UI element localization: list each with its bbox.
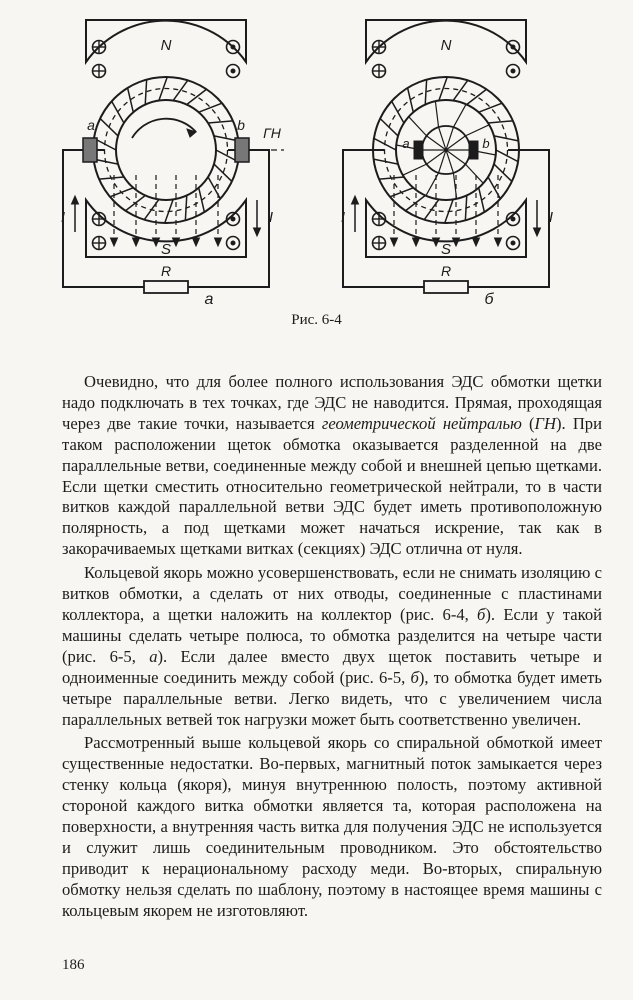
winding-center-line (105, 89, 228, 212)
dot (231, 217, 235, 221)
flux-arrow (111, 238, 118, 246)
winding-turn (125, 195, 145, 210)
commutator-lead (435, 101, 438, 127)
dot (511, 241, 515, 245)
brush-a (414, 141, 423, 159)
winding-turn (99, 177, 124, 179)
winding-turn (199, 103, 222, 112)
brush-a (83, 138, 97, 162)
italic-term: б (410, 667, 419, 687)
winding-turn (392, 101, 404, 123)
italic-term: геометрической нейтралью (321, 413, 522, 433)
current-arrowhead-left (352, 196, 359, 204)
current-label-right: I (268, 209, 274, 226)
winding-turn (144, 199, 159, 219)
flux-arrow (133, 238, 140, 246)
text-run: ), то обмотка будет иметь четыре параллельные ветви. Легко видеть, что с увеличением числа параллельных ветвей ток нагрузки может быть соответственно увеличен. (62, 667, 602, 729)
resistor-label: R (160, 263, 172, 279)
flux-arrow (413, 238, 420, 246)
flux-arrow (495, 238, 502, 246)
winding-turn (380, 119, 398, 136)
dot (511, 45, 515, 49)
commutator-lead (409, 117, 427, 136)
italic-term: б (477, 604, 486, 624)
brush-a-label: a (402, 136, 410, 151)
winding-turn (173, 80, 188, 100)
flux-arrow (473, 238, 480, 246)
south-pole-label: S (160, 241, 172, 258)
subfigure-label: б (484, 291, 494, 308)
winding-turn (379, 177, 404, 179)
current-arrowhead-right (534, 228, 541, 236)
winding-turn (424, 199, 439, 219)
current-arrowhead-right (254, 228, 261, 236)
text-run: ( (521, 413, 535, 433)
flux-arrow (391, 238, 398, 246)
resistor (144, 281, 188, 293)
winding-turn (187, 89, 207, 104)
text-run: Рассмотренный выше кольцевой якорь со спиральной обмоткой имеет существенные недостатки. Во-первых, магнитный поток замыкается через стенку кольца (якоря), минуя внутреннюю полость, поэтому активной стороной каждого витка обмотки является та, которая расположена на поверхности, а внутренняя часть витка для получения ЭДС не используется и служит лишь соединительным проводником. Это обстоятельство приводит к нерациональному расходу меди. Во-вторых, спиральную обмотку нельзя сделать по шаблону, поэтому в настоящее время машины с кольцевым якорем не изготовляют. (62, 733, 602, 920)
dot (511, 69, 515, 73)
text-run: Кольцевой якорь можно усовершенствовать, если не снимать изоляцию с витков обмотки, а сделать от них отводы, соединенные с пластинами коллектора, а щетки наложить на коллектор (рис. 6-4, (62, 563, 602, 624)
winding-turn (453, 80, 468, 100)
dot (231, 45, 235, 49)
page-number: 186 (62, 957, 85, 973)
winding-turn (465, 195, 466, 220)
brush-b-label: b (237, 117, 245, 133)
current-label-left: I (340, 209, 346, 226)
resistor-label: R (440, 263, 452, 279)
commutator-lead (453, 104, 466, 127)
winding-turn (408, 88, 414, 112)
winding-turn (100, 119, 118, 136)
winding-turn (488, 121, 513, 123)
winding-turn (494, 164, 512, 181)
winding-turn (199, 188, 205, 212)
text-run: Очевидно, что для более полного использования ЭДС обмотки щетки надо подключать в тех точках, где ЭДС не наводится. Прямая, проходящая через две такие точки, называется (62, 372, 602, 433)
italic-term: а (149, 646, 158, 666)
brush-b-label: b (482, 136, 490, 151)
paragraph (62, 733, 602, 921)
current-label-right: I (548, 209, 554, 226)
paragraph (62, 372, 602, 560)
winding-turn (208, 121, 233, 123)
dot (231, 69, 235, 73)
dot (511, 217, 515, 221)
commutator-lead (403, 164, 427, 175)
winding-turn (145, 80, 146, 105)
current-arrowhead-left (72, 196, 79, 204)
figure-6-4 (0, 0, 633, 320)
text-run: ). Если далее вместо двух щеток поставить четыре и одноименные соединить между собой (рис. 6-5, (62, 646, 602, 687)
winding-turn (425, 80, 426, 105)
north-pole-label: N (160, 37, 172, 54)
dot (231, 241, 235, 245)
south-pole-label: S (440, 241, 452, 258)
geometric-neutral-label: ГН (263, 125, 281, 141)
commutator-lead (426, 173, 439, 196)
commutator-lead (465, 125, 489, 136)
winding-turn (214, 164, 232, 181)
north-pole-label: N (440, 37, 452, 54)
resistor (424, 281, 468, 293)
armature-ring-inner (116, 100, 216, 200)
brush-b (469, 141, 478, 159)
flux-arrow (193, 238, 200, 246)
brush-a-label: a (87, 117, 95, 133)
winding-turn (405, 195, 425, 210)
subfigure-label: а (204, 291, 214, 308)
italic-term: ГН (534, 413, 556, 433)
winding-turn (467, 89, 487, 104)
winding-turn (479, 188, 485, 212)
text-run: ). При таком расположении щеток обмотка оказывается разделенной на две параллельные ветви, соединенные между собой и внешней цепью щетками. Если щетки сместить относительно геометрической нейтрали, то в части витков каждой параллельной ветви ЭДС будет иметь противоположную полярность, а под щетками может начаться искрение, так как в закорачиваемых щетками витках (секциях) ЭДС отлична от нуля. (62, 413, 602, 559)
winding-turn (128, 88, 134, 112)
current-label-left: I (60, 209, 66, 226)
figure-caption: Рис. 6-4 (291, 312, 342, 328)
text-run: ). Если у такой машины сделать четыре полюса, то обмотка разделится на четыре части (рис. 6-5, (62, 604, 602, 666)
winding-turn (185, 195, 186, 220)
flux-arrow (215, 238, 222, 246)
body-text (62, 372, 602, 925)
winding-turn (112, 101, 124, 123)
paragraph (62, 563, 602, 730)
winding-turn (479, 103, 502, 112)
brush-b (235, 138, 249, 162)
commutator-lead (465, 164, 483, 183)
